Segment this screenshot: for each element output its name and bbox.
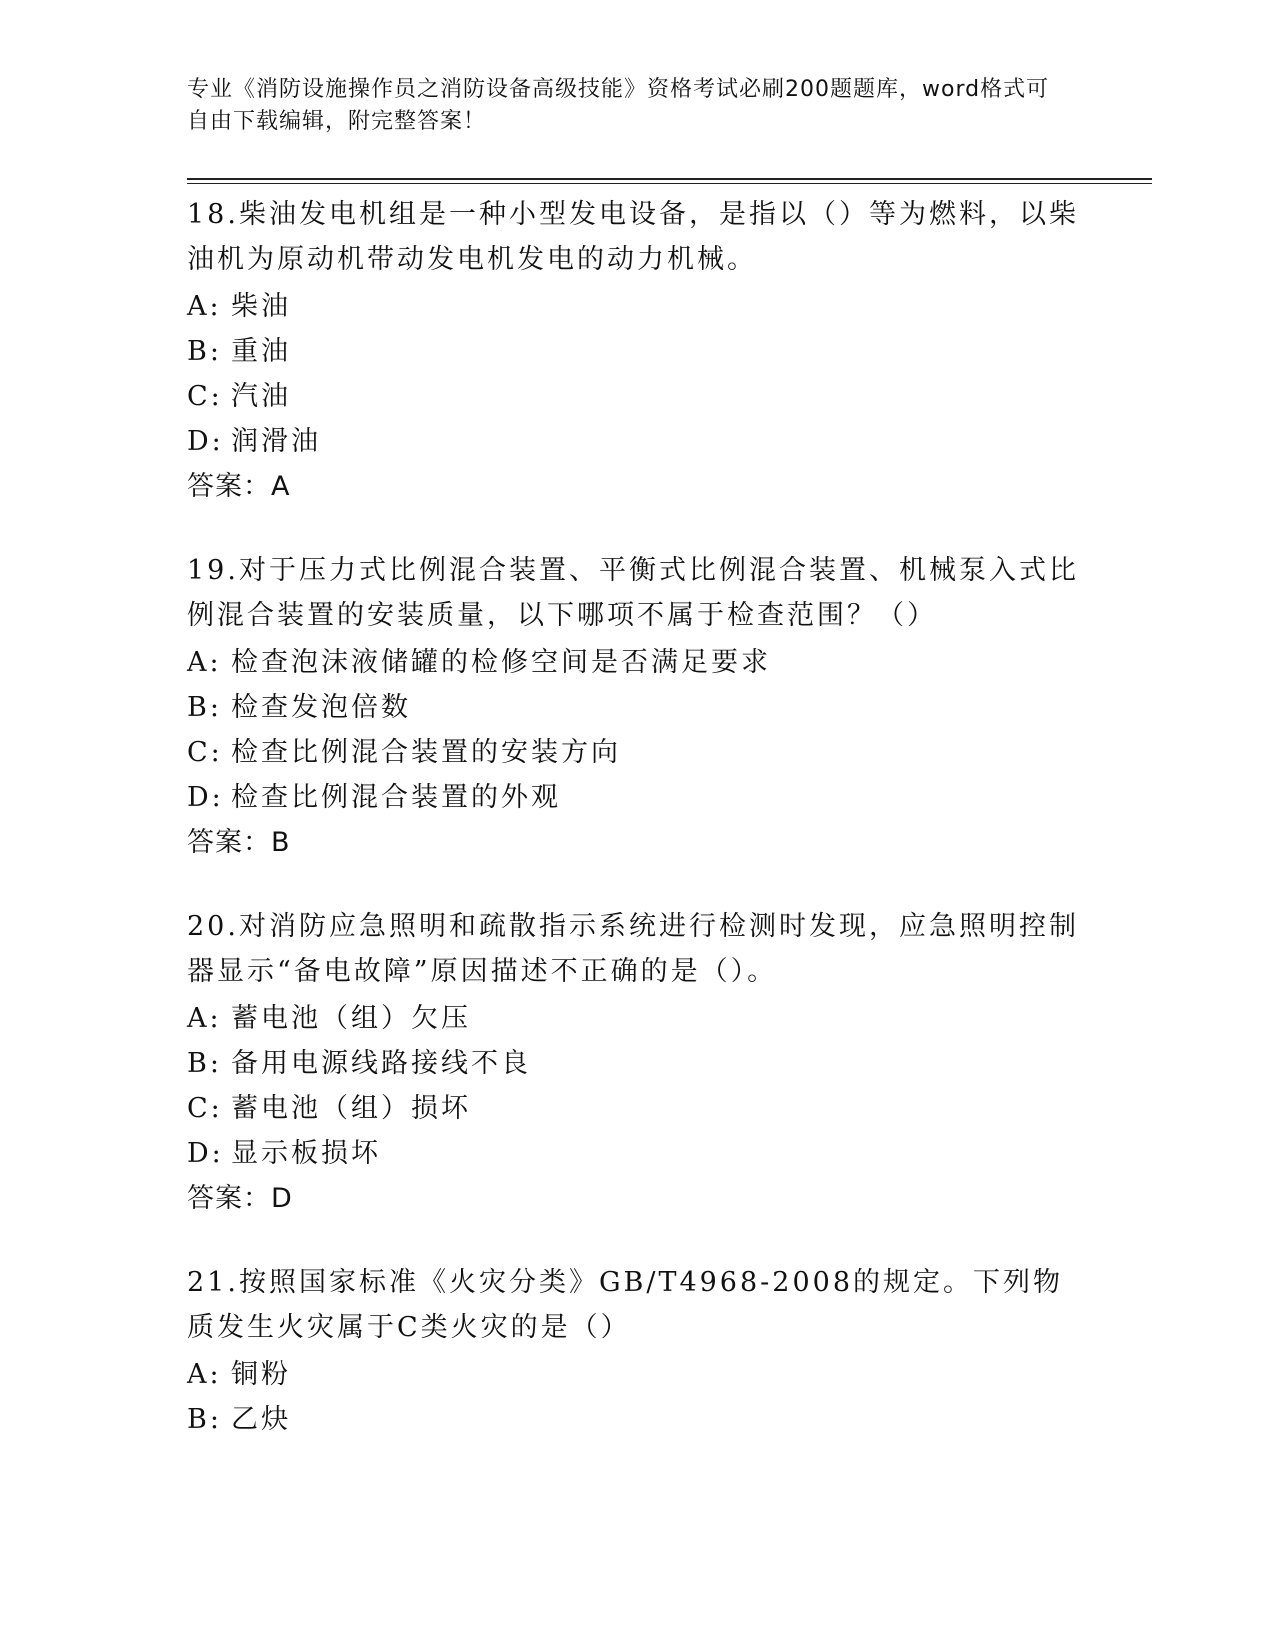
option-letter: C: [187, 381, 223, 412]
header-divider-thick [187, 178, 1152, 180]
option-letter: B: [187, 1404, 222, 1435]
option-letter: A: [187, 1003, 222, 1034]
answer-line: 答案：D [187, 1183, 293, 1214]
option-text: 检查泡沫液储罐的检修空间是否满足要求 [231, 647, 771, 678]
option-d [187, 775, 1082, 820]
option-letter: A: [187, 647, 222, 678]
option-a [187, 1352, 1082, 1397]
option-text: 检查比例混合装置的外观 [231, 782, 561, 813]
question-stem: 20.对消防应急照明和疏散指示系统进行检测时发现，应急照明控制器显示“备电故障”原因描述不正确的是（）。 [187, 911, 1079, 987]
option-b [187, 685, 1082, 730]
option-text: 备用电源线路接线不良 [231, 1048, 531, 1079]
option-letter: B: [187, 336, 222, 367]
option-text: 铜粉 [231, 1359, 291, 1390]
question-stem: 18.柴油发电机组是一种小型发电设备，是指以（）等为燃料，以柴油机为原动机带动发电机发电的动力机械。 [187, 199, 1079, 275]
option-text: 蓄电池（组）损坏 [231, 1093, 471, 1124]
option-text: 重油 [231, 336, 291, 367]
option-a [187, 640, 1082, 685]
option-letter: A: [187, 291, 222, 322]
header-divider-thin [187, 183, 1152, 184]
question-18 [187, 192, 1082, 509]
question-21 [187, 1260, 1082, 1442]
option-a [187, 284, 1082, 329]
option-letter: B: [187, 1048, 222, 1079]
option-text: 柴油 [231, 291, 291, 322]
option-d [187, 1131, 1082, 1176]
option-text: 乙炔 [231, 1404, 291, 1435]
question-stem: 19.对于压力式比例混合装置、平衡式比例混合装置、机械泵入式比例混合装置的安装质量，以下哪项不属于检查范围？（） [187, 555, 1079, 631]
answer-line: 答案：A [187, 471, 291, 502]
option-letter: D: [187, 782, 224, 813]
option-text: 检查发泡倍数 [231, 692, 411, 723]
question-19 [187, 548, 1082, 865]
option-letter: B: [187, 692, 222, 723]
option-b [187, 1397, 1082, 1442]
option-text: 检查比例混合装置的安装方向 [231, 737, 621, 768]
option-b [187, 329, 1082, 374]
option-letter: A: [187, 1359, 222, 1390]
option-letter: D: [187, 1138, 224, 1169]
answer-line: 答案：B [187, 827, 291, 858]
document-header: 专业《消防设施操作员之消防设备高级技能》资格考试必刷200题题库，word格式可自由下载编辑，附完整答案！ [187, 77, 1050, 134]
option-d [187, 419, 1082, 464]
option-a [187, 996, 1082, 1041]
option-text: 显示板损坏 [231, 1138, 381, 1169]
question-stem: 21.按照国家标准《火灾分类》GB/T4968-2008的规定。下列物质发生火灾属于C类火灾的是（） [187, 1267, 1064, 1343]
option-letter: C: [187, 1093, 223, 1124]
question-list [187, 192, 1082, 1481]
option-c [187, 730, 1082, 775]
option-letter: C: [187, 737, 223, 768]
option-text: 汽油 [231, 381, 291, 412]
option-b [187, 1041, 1082, 1086]
question-20 [187, 904, 1082, 1221]
option-c [187, 1086, 1082, 1131]
option-text: 润滑油 [231, 426, 321, 457]
option-letter: D: [187, 426, 224, 457]
option-c [187, 374, 1082, 419]
option-text: 蓄电池（组）欠压 [231, 1003, 471, 1034]
